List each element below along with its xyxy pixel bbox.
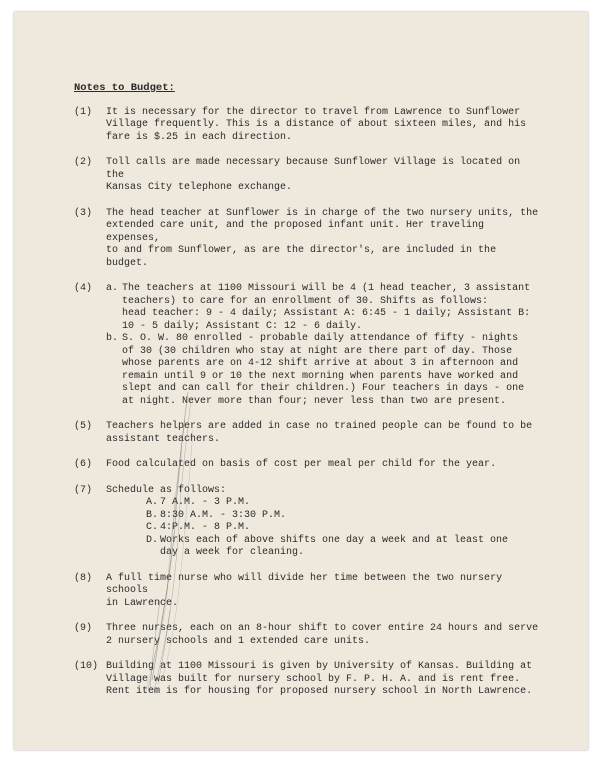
schedule-item-b xyxy=(146,510,544,523)
note-number: (1) xyxy=(74,106,93,118)
note-8 xyxy=(74,573,544,611)
note-line: Teachers helpers are added in case no trained people can be found to be xyxy=(106,421,533,432)
note-line: Building at 1100 Missouri is given by University of Kansas. Building at xyxy=(106,661,533,672)
note-line: 2 nursery schools and 1 extended care units. xyxy=(106,635,371,647)
note-10 xyxy=(74,661,544,699)
note-6 xyxy=(74,459,544,472)
note-number: (5) xyxy=(74,421,93,432)
note-4-subitem-b xyxy=(106,333,544,408)
schedule-label: D. xyxy=(146,534,159,546)
note-9 xyxy=(74,623,544,648)
note-line: Food calculated on basis of cost per meal per child for the year. xyxy=(106,459,497,470)
schedule-item-d xyxy=(146,535,544,560)
schedule-label: B. xyxy=(146,509,159,521)
note-number: (10) xyxy=(74,661,99,672)
note-line: A full time nurse who will divide her time between the two nursery schools xyxy=(106,572,503,596)
note-line: assistant teachers. xyxy=(106,433,221,445)
schedule-line: 4:P.M. - 8 P.M. xyxy=(160,522,251,533)
note-4 xyxy=(74,283,544,408)
schedule-line: 7 A.M. - 3 P.M. xyxy=(160,497,251,508)
note-line: of 30 (30 children who stay at night are there part of day. Those xyxy=(122,345,513,357)
note-number: (3) xyxy=(74,207,93,219)
note-line: The head teacher at Sunflower is in charge of the two nursery units, the xyxy=(106,207,539,219)
note-line: Kansas City telephone exchange. xyxy=(106,182,293,193)
note-3 xyxy=(74,208,544,271)
subitem-label: b. xyxy=(106,333,119,344)
note-line: to and from Sunflower, as are the director's, are included in the budget. xyxy=(106,245,497,269)
note-line: teachers) to care for an enrollment of 30. Shifts as follows: xyxy=(122,295,489,307)
note-line: Three nurses, each on an 8-hour shift to cover entire 24 hours and serve xyxy=(106,623,539,634)
note-4-subitem-a xyxy=(106,283,544,333)
schedule-line: 8:30 A.M. - 3:30 P.M. xyxy=(160,509,287,521)
note-line: remain until 9 or 10 the next morning when parents have worked and xyxy=(122,370,519,382)
note-line: Village was built for nursery school by F. P. H. A. and is rent free. xyxy=(106,673,521,685)
schedule-label: C. xyxy=(146,522,159,533)
note-line: slept and can call for their children.) Four teachers in days - one xyxy=(122,383,525,394)
subitem-label: a. xyxy=(106,283,119,294)
note-line: head teacher: 9 - 4 daily; Assistant A: 6:45 - 1 daily; Assistant B: xyxy=(122,308,531,319)
note-1 xyxy=(74,107,544,145)
note-7 xyxy=(74,485,544,560)
document-title: Notes to Budget: xyxy=(74,82,175,94)
note-line: extended care unit, and the proposed infant unit. Her traveling expenses, xyxy=(106,220,485,244)
note-line: It is necessary for the director to travel from Lawrence to Sunflower xyxy=(106,106,521,118)
note-line: whose parents are on 4-12 shift arrive at about 3 in afternoon and xyxy=(122,358,519,369)
note-line: at night. Never more than four; never less than two are present. xyxy=(122,395,507,407)
note-number: (8) xyxy=(74,572,93,584)
note-line: fare is $.25 in each direction. xyxy=(106,131,293,143)
note-line: S. O. W. 80 enrolled - probable daily attendance of fifty - nights xyxy=(122,333,519,344)
schedule-item-a xyxy=(146,497,544,510)
note-2 xyxy=(74,157,544,195)
schedule-item-c xyxy=(146,522,544,535)
note-line: Rent item is for housing for proposed nursery school in North Lawrence. xyxy=(106,686,533,697)
schedule-line: day a week for cleaning. xyxy=(160,547,305,558)
note-line: 10 - 5 daily; Assistant C: 12 - 6 daily. xyxy=(122,320,363,332)
note-number: (7) xyxy=(74,484,93,496)
note-line: Village frequently. This is a distance of about sixteen miles, and his xyxy=(106,119,527,130)
note-line: in Lawrence. xyxy=(106,597,179,609)
note-number: (6) xyxy=(74,459,93,470)
note-number: (2) xyxy=(74,157,93,168)
note-line: Toll calls are made necessary because Sunflower Village is located on the xyxy=(106,157,521,181)
note-5 xyxy=(74,421,544,446)
schedule-intro: Schedule as follows: xyxy=(106,484,227,496)
schedule-label: A. xyxy=(146,497,159,508)
schedule-line: Works each of above shifts one day a week and at least one xyxy=(160,534,509,546)
note-number: (4) xyxy=(74,283,93,294)
document-text xyxy=(74,82,544,712)
note-line: The teachers at 1100 Missouri will be 4 (1 head teacher, 3 assistant xyxy=(122,283,531,294)
note-number: (9) xyxy=(74,623,93,634)
